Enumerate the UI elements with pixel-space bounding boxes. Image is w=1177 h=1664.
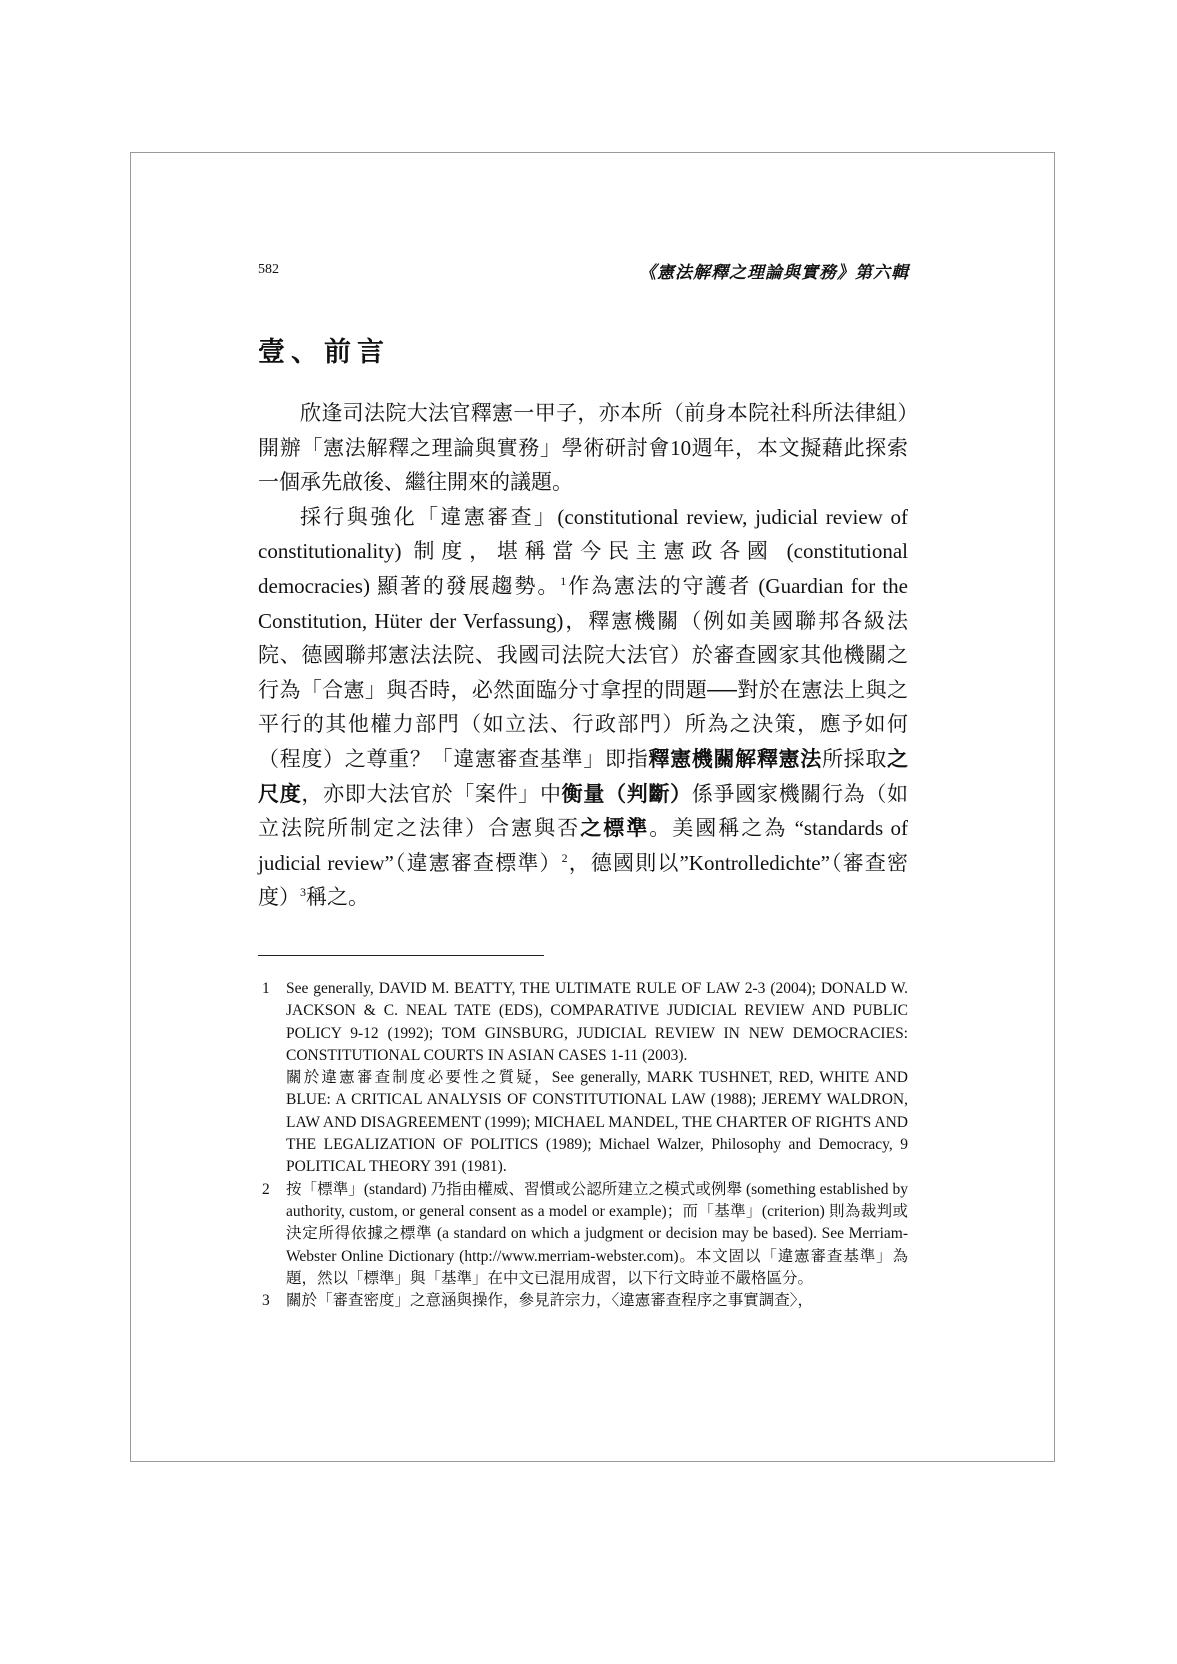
body-text bbox=[258, 396, 908, 915]
footnote-text: 關於「審查密度」之意涵與操作，參見許宗力，〈違憲審查程序之事實調查〉， bbox=[286, 1292, 814, 1310]
page-number: 582 bbox=[258, 262, 279, 277]
footnote-number: 2 bbox=[262, 1180, 270, 1198]
footnote-ref-3[interactable]: 3 bbox=[300, 885, 306, 900]
paragraph-2 bbox=[258, 500, 908, 915]
p2-bold: 之標準 bbox=[580, 816, 650, 841]
footnote-text: 按「標準」(standard) 乃指由權威、習慣或公認所建立之模式或例舉 (something established by authority, custom, or general consent as a model or example)；而「基準」(criterion) 則為裁判或決定所得依據之標準 (a standard on which a judgment or decision may be based). See Merriam-Webster Online Dictionary (http://www.merriam-webster.com)。本文固以「違憲審查基準」為題，然以「標準」與「基準」在中文已混用成習，以下行文時並不嚴格區分。 bbox=[286, 1180, 908, 1287]
running-head: 《憲法解釋之理論與實務》第六輯 bbox=[639, 263, 909, 282]
footnote-2 bbox=[258, 1179, 908, 1290]
p2-text: 所採取 bbox=[821, 746, 888, 771]
footnote-1 bbox=[258, 978, 908, 1179]
footnote-ref-1[interactable]: 1 bbox=[560, 573, 567, 588]
section-heading: 壹、前言 bbox=[258, 337, 390, 367]
p2-text: ，德國則以”Kontrolledichte”（審查密度） bbox=[258, 850, 908, 910]
p2-text: 。美國稱之為 “standards of judicial review”（違憲審查標準） bbox=[258, 816, 908, 875]
footnote-3 bbox=[258, 1290, 908, 1312]
p2-bold: 之尺度 bbox=[258, 746, 909, 806]
footnote-number: 1 bbox=[262, 980, 270, 997]
p2-bold: 衡量（判斷） bbox=[561, 781, 692, 806]
paragraph-1: 欣逢司法院大法官釋憲一甲子，亦本所（前身本院社科所法律組）開辦「憲法解釋之理論與實務」學術研討會10週年，本文擬藉此探索一個承先啟後、繼往開來的議題。 bbox=[258, 401, 908, 495]
footnote-ref-2[interactable]: 2 bbox=[561, 850, 568, 865]
footnote-number: 3 bbox=[262, 1292, 270, 1310]
footnote-separator bbox=[258, 955, 544, 956]
p2-text: 採行與強化「違憲審查」(constitutional review, judicial review of constitutionality) 制度，堪稱當今民主憲政各國 (constitutional democracies) 顯著的發展趨勢。 bbox=[258, 504, 908, 598]
p2-text: 係爭國家機關行為（如立法院所制定之法律）合憲與否 bbox=[258, 781, 909, 841]
footnote-text: 關於違憲審查制度必要性之質疑，See generally, MARK TUSHNET, RED, WHITE AND BLUE: A CRITICAL ANALYSIS OF CONSTITUTIONAL LAW (1988); JEREMY WALDRON, LAW AND DISAGREEMENT (1999); MICHAEL MANDEL, THE CHARTER OF RIGHTS AND THE LEGALIZATION OF POLITICS (1989); Michael Walzer, Philosophy and Democracy, 9 POLITICAL THEORY 391 (1981). bbox=[286, 1069, 908, 1176]
p2-text: 稱之。 bbox=[306, 885, 369, 910]
footnote-text: See generally, DAVID M. BEATTY, THE ULTIMATE RULE OF LAW 2-3 (2004); DONALD W. JACKSON & C. NEAL TATE (EDS), COMPARATIVE JUDICIAL REVIEW AND PUBLIC POLICY 9-12 (1992); TOM GINSBURG, JUDICIAL REVIEW IN NEW DEMOCRACIES: CONSTITUTIONAL COURTS IN ASIAN CASES 1-11 (2003). bbox=[286, 980, 908, 1064]
p2-text: ，亦即大法官於「案件」中 bbox=[301, 781, 562, 806]
footnotes bbox=[258, 978, 908, 1312]
p2-text: 作為憲法的守護者 (Guardian for the Constitution, Hüter der Verfassung)，釋憲機關（例如美國聯邦各級法院、德國聯邦憲法法院、我國司法院大法官）於審查國家其他機關之行為「合憲」與否時，必然面臨分寸拿捏的問題──對於在憲法上與之平行的其他權力部門（如立法、行政部門）所為之決策，應予如何（程度）之尊重？「違憲審查基準」即指 bbox=[258, 573, 908, 771]
p2-bold: 釋憲機關解釋憲法 bbox=[648, 746, 822, 771]
